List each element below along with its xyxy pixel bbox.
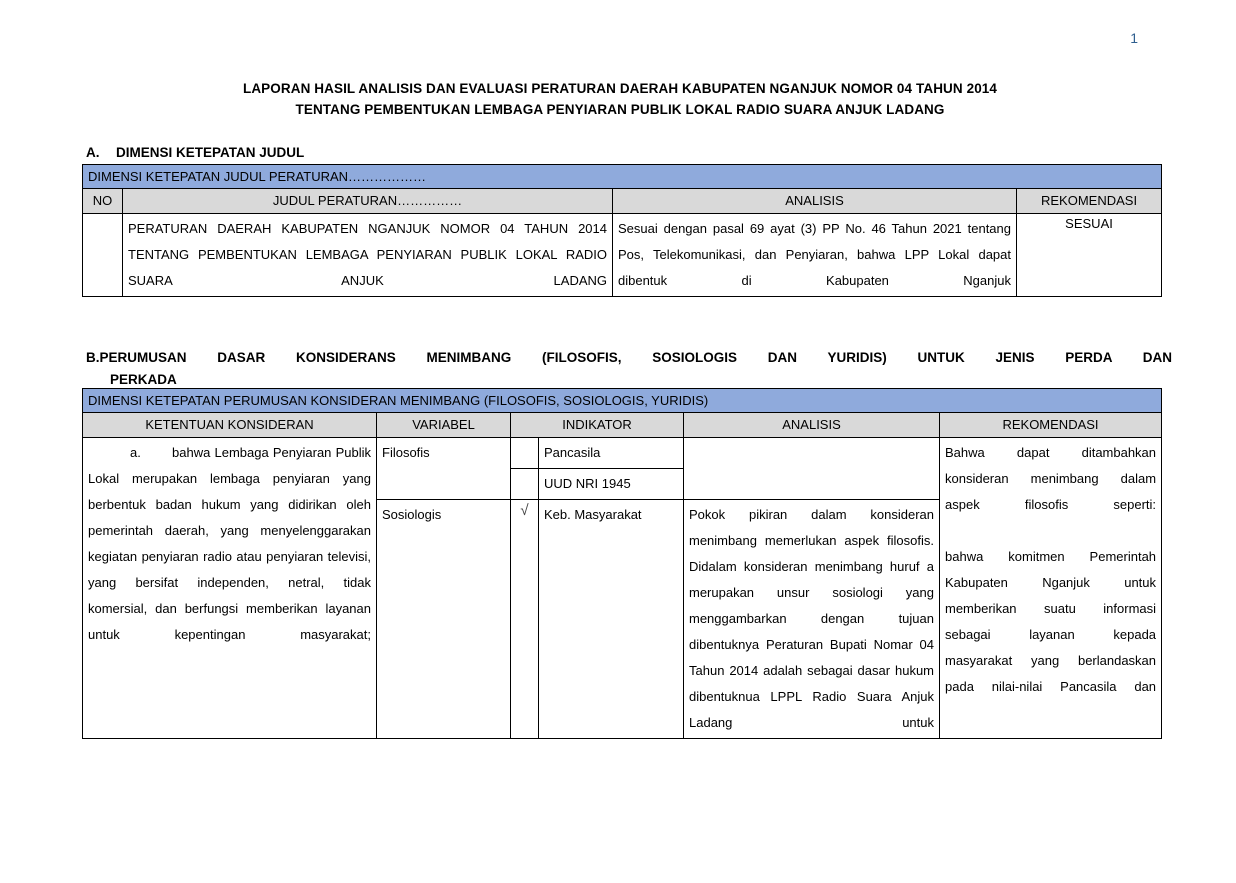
section-b-line-1 — [86, 347, 1172, 369]
table-konsideran-band-title: DIMENSI KETEPATAN PERUMUSAN KONSIDERAN MENIMBANG (FILOSOFIS, SOSIOLOGIS, YURIDIS) — [83, 389, 1162, 413]
column-header-rekomendasi: REKOMENDASI — [940, 413, 1162, 438]
table-row-filosofis-pancasila — [83, 438, 1162, 469]
column-header-analisis: ANALISIS — [613, 189, 1017, 214]
document-title-line-1: LAPORAN HASIL ANALISIS DAN EVALUASI PERATURAN DAERAH KABUPATEN NGANJUK NOMOR 04 TAHUN 2014 — [242, 81, 998, 96]
section-b-heading — [86, 347, 1172, 391]
column-header-indikator: INDIKATOR — [511, 413, 684, 438]
table-dimensi-ketepatan-konsideran — [82, 388, 1162, 739]
section-a-heading — [86, 142, 304, 164]
cell-variabel-filosofis: Filosofis — [377, 438, 511, 500]
document-title-line-2: TENTANG PEMBENTUKAN LEMBAGA PENYIARAN PUBLIK LOKAL RADIO SUARA ANJUK LADANG — [295, 102, 945, 117]
checkbox-pancasila[interactable] — [511, 438, 539, 469]
list-marker: a. — [130, 445, 141, 460]
table-dimensi-ketepatan-judul — [82, 164, 1162, 297]
rekomendasi-part-2: bahwa komitmen Pemerintah Kabupaten Nganjuk untuk memberikan suatu informasi sebagai layanan kepada masyarakat yang berlandaskan pada nilai-nilai Pancasila dan — [945, 549, 1157, 694]
cell-judul-peraturan: PERATURAN DAERAH KABUPATEN NGANJUK NOMOR 04 TAHUN 2014 TENTANG PEMBENTUKAN LEMBAGA PENYIARAN PUBLIK LOKAL RADIO SUARA ANJUK LADANG — [123, 214, 613, 297]
table-row-band — [83, 165, 1162, 189]
column-header-analisis: ANALISIS — [684, 413, 940, 438]
section-b-line-2: PERKADA — [110, 372, 177, 387]
checkbox-keb-masyarakat[interactable]: √ — [511, 500, 539, 739]
cell-rekomendasi: SESUAI — [1017, 214, 1162, 297]
table-row-band — [83, 389, 1162, 413]
ketentuan-text: bahwa Lembaga Penyiaran Publik Lokal merupakan lembaga penyiaran yang berbentuk badan hukum yang didirikan oleh pemerintah daerah, yang menyelenggarakan kegiatan penyiaran radio atau penyiaran televisi, yang bersifat independen, netral, tidak komersial, dan berfungsi memberikan layanan untuk kepentingan masyarakat; — [88, 445, 371, 642]
section-a-letter: A. — [86, 145, 100, 160]
table-row-header — [83, 189, 1162, 214]
column-header-rekomendasi: REKOMENDASI — [1017, 189, 1162, 214]
cell-indikator-uud: UUD NRI 1945 — [539, 469, 684, 500]
section-a-title: DIMENSI KETEPATAN JUDUL — [116, 145, 305, 160]
cell-indikator-keb-masyarakat: Keb. Masyarakat — [539, 500, 684, 739]
table-row-header — [83, 413, 1162, 438]
cell-variabel-sosiologis: Sosiologis — [377, 500, 511, 739]
cell-analisis: Sesuai dengan pasal 69 ayat (3) PP No. 46 Tahun 2021 tentang Pos, Telekomunikasi, dan Penyiaran, bahwa LPP Lokal dapat dibentuk di Kabupaten Nganjuk — [613, 214, 1017, 297]
page-number: 1 — [1130, 30, 1138, 46]
column-header-variabel: VARIABEL — [377, 413, 511, 438]
cell-indikator-pancasila: Pancasila — [539, 438, 684, 469]
cell-rekomendasi — [940, 438, 1162, 739]
cell-no — [83, 214, 123, 297]
column-header-ketentuan-konsideran: KETENTUAN KONSIDERAN — [83, 413, 377, 438]
column-header-no: NO — [83, 189, 123, 214]
table-row — [83, 214, 1162, 297]
table-judul-band-title: DIMENSI KETEPATAN JUDUL PERATURAN……………… — [83, 165, 1162, 189]
column-header-judul-peraturan: JUDUL PERATURAN…………… — [123, 189, 613, 214]
document-title — [145, 78, 1095, 120]
section-b-title: PERUMUSAN DASAR KONSIDERANS MENIMBANG (FILOSOFIS, SOSIOLOGIS DAN YURIDIS) UNTUK JENIS PERDA DAN — [99, 350, 1172, 365]
cell-ketentuan-konsideran — [83, 438, 377, 739]
rekomendasi-spacer — [945, 518, 1156, 544]
rekomendasi-part-1: Bahwa dapat ditambahkan konsideran menimbang dalam aspek filosofis seperti: — [945, 445, 1157, 512]
section-b-letter: B. — [86, 350, 100, 365]
cell-analisis-empty — [684, 438, 940, 500]
checkbox-uud[interactable] — [511, 469, 539, 500]
ketentuan-list-item — [88, 445, 371, 642]
cell-analisis-sosiologis: Pokok pikiran dalam konsideran menimbang memerlukan aspek filosofis. Didalam konsideran menimbang huruf a merupakan unsur sosiologi yang menggambarkan dengan tujuan dibentuknya Peraturan Bupati Nomar 04 Tahun 2014 adalah sebagai dasar hukum dibentuknua LPPL Radio Suara Anjuk Ladang untuk — [684, 500, 940, 739]
